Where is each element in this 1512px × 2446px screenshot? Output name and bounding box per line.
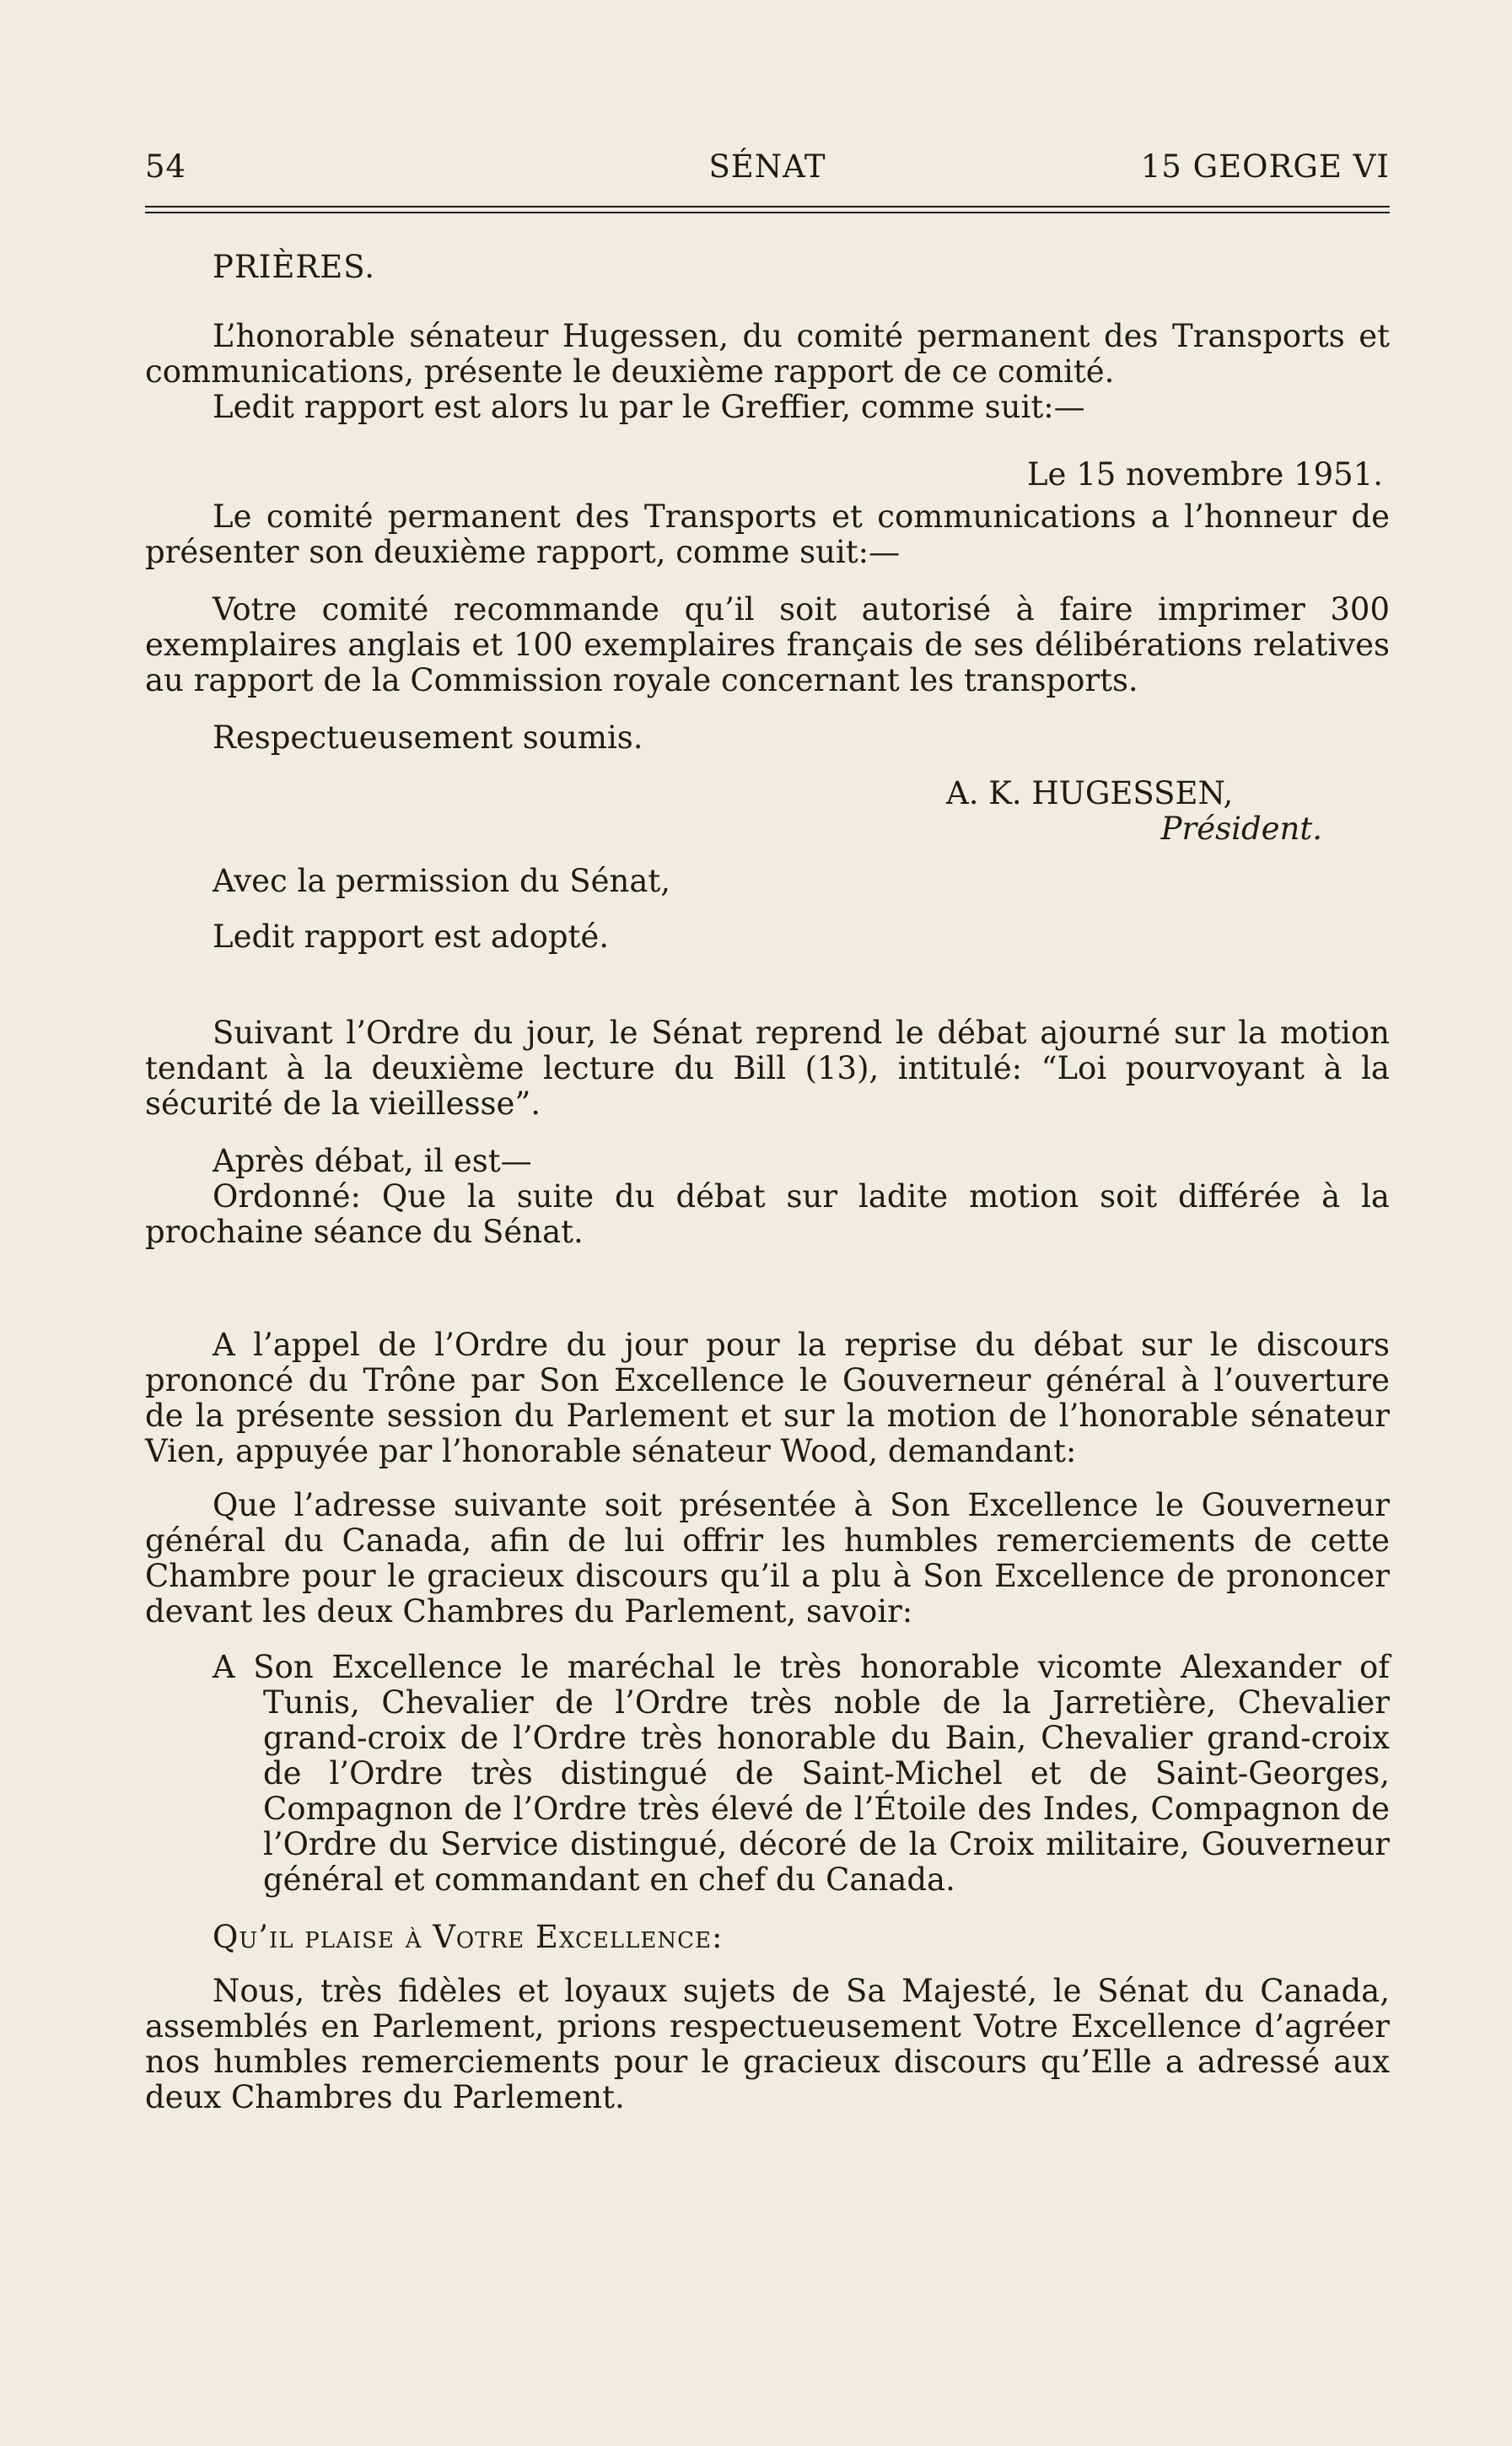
paragraph: Ledit rapport est adopté. xyxy=(213,919,610,955)
paragraph: Que l’adresse suivante soit présentée à Son Excellence le Gouverneur général du Canada, afin de lui offrir les humbles remerciements de cette Chambre pour le gracieux discours qu’il a plu à Son Excellence de prononcer devant les deux Chambres du Parlement, savoir: xyxy=(145,1487,1390,1630)
paragraph: Avec la permission du Sénat, xyxy=(213,863,671,899)
signature-title: Président. xyxy=(1160,811,1322,847)
paragraph: Ledit rapport est alors lu par le Greffier, comme suit:— xyxy=(213,389,1085,425)
page-number: 54 xyxy=(145,148,187,185)
paragraph: Après débat, il est— xyxy=(213,1143,532,1179)
paragraph: Ordonné: Que la suite du débat sur ladite motion soit différée à la prochaine séance du Sénat. xyxy=(145,1178,1390,1250)
paragraph: Nous, très fidèles et loyaux sujets de Sa Majesté, le Sénat du Canada, assemblés en Parlement, prions respectueusement Votre Excellence d’agréer nos humbles remerciements pour le gracieux discours qu’Elle a adressé aux deux Chambres du Parlement. xyxy=(145,1973,1390,2115)
paragraph: Votre comité recommande qu’il soit autorisé à faire imprimer 300 exemplaires anglais et 100 exemplaires français de ses délibérations relatives au rapport de la Commission royale concernant les transports. xyxy=(145,591,1390,698)
page-body xyxy=(145,250,1390,2115)
paragraph: Suivant l’Ordre du jour, le Sénat reprend le débat ajourné sur la motion tendant à la deuxième lecture du Bill (13), intitulé: “Loi pourvoyant à la sécurité de la vieillesse”. xyxy=(145,1015,1390,1122)
signature-block xyxy=(946,776,1390,847)
paragraph: L’honorable sénateur Hugessen, du comité permanent des Transports et communications, présente le deuxième rapport de ce comité. xyxy=(145,318,1390,390)
header-regnal-year: 15 GEORGE VI xyxy=(1140,148,1390,185)
paragraph: Respectueusement soumis. xyxy=(213,719,643,756)
prayers-heading: PRIÈRES. xyxy=(213,249,376,285)
header-double-rule xyxy=(145,206,1390,213)
address-block: A Son Excellence le maréchal le très honorable vicomte Alexander of Tunis, Chevalier de l’Ordre très noble de la Jarretière, Chevalier grand-croix de l’Ordre très honorable du Bain, Chevalier grand-croix de l’Ordre très distingué de Saint-Michel et de Saint-Georges, Compagnon de l’Ordre très élevé de l’Étoile des Indes, Compagnon de l’Ordre du Service distingué, décoré de la Croix militaire, Gouverneur général et commandant en chef du Canada. xyxy=(213,1649,1390,1898)
paragraph: A l’appel de l’Ordre du jour pour la reprise du débat sur le discours prononcé du Trône par Son Excellence le Gouverneur général à l’ouverture de la présente session du Parlement et sur la motion de l’honorable sénateur Vien, appuyée par l’honorable sénateur Wood, demandant: xyxy=(145,1327,1390,1469)
running-header xyxy=(145,148,1390,189)
address-heading: Qu’il plaise à Votre Excellence: xyxy=(213,1919,724,1955)
paragraph: Le comité permanent des Transports et communications a l’honneur de présenter son deuxième rapport, comme suit:— xyxy=(145,498,1390,570)
report-date: Le 15 novembre 1951. xyxy=(1026,456,1383,493)
signature-name: A. K. HUGESSEN, xyxy=(946,775,1234,811)
header-title: SÉNAT xyxy=(708,148,826,185)
